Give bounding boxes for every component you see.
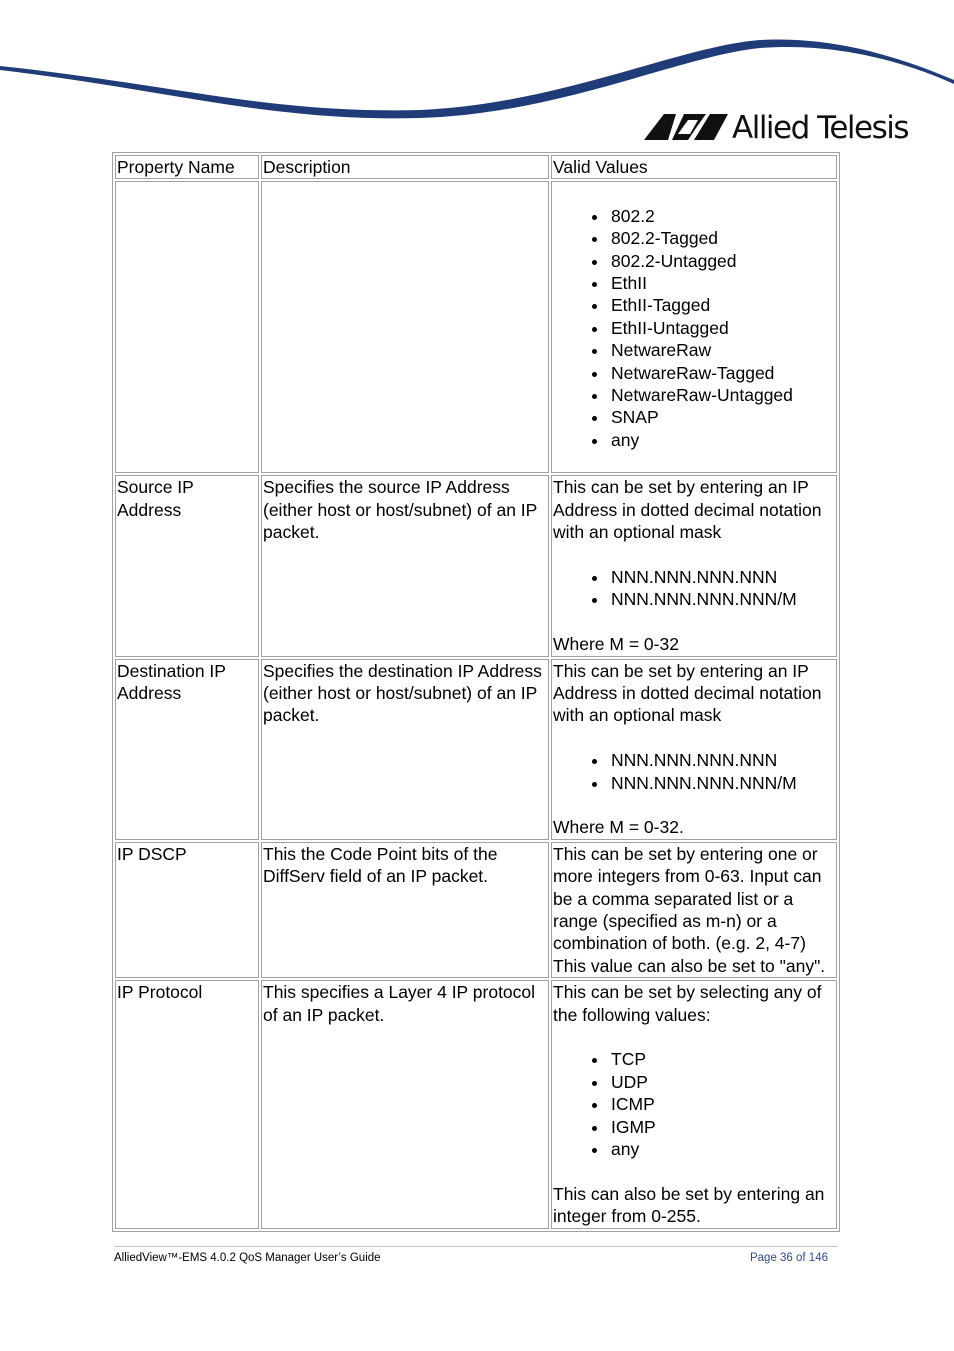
table-row [115,980,837,1228]
logo-text: Allied Telesis [732,110,908,146]
valid-values-cell [551,659,837,840]
valid-values-note: This can also be set by entering an integer from 0-255. [553,1183,825,1227]
footer-title: AlliedView™-EMS 4.0.2 QoS Manager User’s Guide [114,1252,381,1264]
description-cell: This the Code Point bits of the DiffServ field of an IP packet. [261,842,549,978]
valid-values-intro: This can be set by entering an IP Address in dotted decimal notation with an optional mask [553,660,822,726]
valid-value-item: • any [609,429,835,451]
valid-value-item: • NNN.NNN.NNN.NNN [609,566,835,588]
valid-value-item: • 802.2 [609,205,835,227]
valid-value-item: • NetwareRaw-Untagged [609,384,835,406]
property-table [112,152,840,1232]
property-name-cell: IP Protocol [115,980,259,1228]
table-row [115,181,837,473]
spacer [553,1026,835,1048]
valid-values-cell [551,181,837,473]
valid-values-note: Where M = 0-32. [553,817,684,838]
page-number: Page 36 of 146 [749,1252,828,1264]
valid-value-item: • 802.2-Untagged [609,250,835,272]
valid-value-item: • EthII-Untagged [609,317,835,339]
valid-value-item: • EthII [609,272,835,294]
logo-mark-icon [644,114,728,140]
valid-value-item: • NNN.NNN.NNN.NNN/M [609,772,835,794]
property-name-cell: IP DSCP [115,842,259,978]
valid-value-item: • IGMP [609,1116,835,1138]
valid-value-item: • ICMP [609,1093,835,1115]
description-cell [261,181,549,473]
valid-value-item: • TCP [609,1048,835,1070]
description-cell: This specifies a Layer 4 IP protocol of an IP packet. [261,980,549,1228]
valid-values-intro: This can be set by selecting any of the following values: [553,982,822,1025]
allied-telesis-logo [644,108,908,148]
valid-values-list [553,566,835,611]
valid-values-list [553,749,835,794]
valid-value-item: • UDP [609,1071,835,1093]
spacer [553,1161,835,1183]
table-row [115,659,837,840]
property-name-cell [115,181,259,473]
footer-divider [114,1246,838,1247]
valid-value-item: • NNN.NNN.NNN.NNN/M [609,588,835,610]
spacer [553,727,835,749]
valid-value-item: • NetwareRaw-Tagged [609,362,835,384]
valid-value-item: • SNAP [609,406,835,428]
valid-values-cell [551,980,837,1228]
table-row [115,475,837,656]
valid-value-item: • EthII-Tagged [609,294,835,316]
valid-values-intro: This can be set by entering an IP Address in dotted decimal notation with an optional mask [553,477,822,543]
header-property-name: Property Name [115,155,259,179]
header-description: Description [261,155,549,179]
valid-values-cell [551,842,837,978]
valid-values-intro: This can be set by entering one or more integers from 0-63. Input can be a comma separated list or a range (specified as m-n) or a combination of both. (e.g. 2, 4-7) This value can also be set to "any". [553,843,826,976]
valid-values-note: Where M = 0-32 [553,634,679,655]
property-name-cell: Destination IP Address [115,659,259,840]
valid-value-item: • any [609,1138,835,1160]
spacer [553,611,835,633]
valid-values-list [553,205,835,451]
description-cell: Specifies the destination IP Address (either host or host/subnet) of an IP packet. [261,659,549,840]
description-cell: Specifies the source IP Address (either host or host/subnet) of an IP packet. [261,475,549,656]
table-header-row [115,155,837,179]
valid-value-item: • NNN.NNN.NNN.NNN [609,749,835,771]
table-row [115,842,837,978]
valid-value-item: • 802.2-Tagged [609,227,835,249]
valid-values-list [553,1048,835,1160]
valid-value-item: • NetwareRaw [609,339,835,361]
spacer [553,794,835,816]
property-name-cell: Source IP Address [115,475,259,656]
spacer [553,182,835,204]
header-valid-values: Valid Values [551,155,837,179]
valid-values-cell [551,475,837,656]
spacer [553,544,835,566]
